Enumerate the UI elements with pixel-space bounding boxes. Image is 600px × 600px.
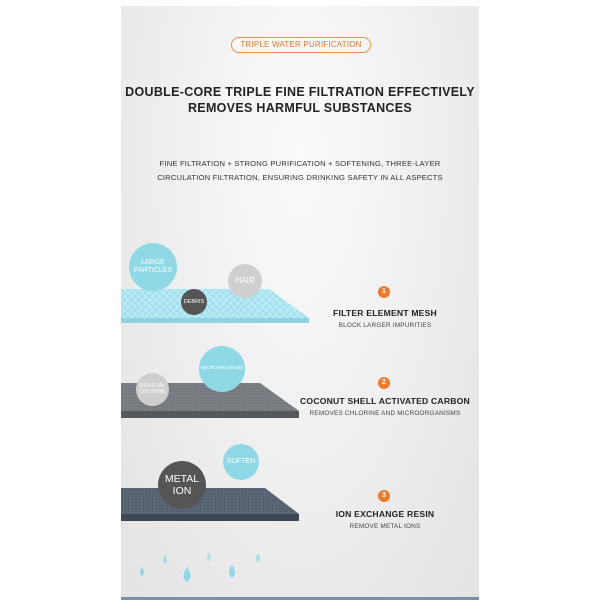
water-drops [140,552,260,582]
water-drop-icon [207,552,211,561]
step-2-description: REMOVES CHLORINE AND MICROORGANISMS [309,410,461,417]
bubble-large-particles: LARGE PARTICLES [129,243,177,291]
water-drop-icon [229,565,235,578]
filter-mesh-layer [121,289,309,323]
headline-line-1: DOUBLE-CORE TRIPLE FINE FILTRATION EFFECTIVELY [125,85,475,99]
bubble-residual-chlorine: RESIDUAL CHLORINE [136,373,169,406]
water-drop-icon [184,567,191,582]
bubble-microorganism: MICROORGANISM [199,346,245,392]
step-1-description: BLOCK LARGER IMPURITIES [338,322,432,329]
bubble-metal-ion: METAL ION [158,461,206,509]
section-badge: TRIPLE WATER PURIFICATION [231,37,371,53]
step-1-number-badge: 1 [378,286,390,298]
bubble-debris: DEBRIS [181,289,207,315]
headline-line-2: REMOVES HARMFUL SUBSTANCES [187,101,413,115]
step-3-title: ION EXCHANGE RESIN [335,509,435,519]
water-drop-icon [256,553,260,562]
product-infographic-panel [121,6,479,598]
subtitle-line-1: FINE FILTRATION + STRONG PURIFICATION + SOFTENING, THREE-LAYER [159,159,441,168]
subtitle-line-2: CIRCULATION FILTRATION, ENSURING DRINKING SAFETY IN ALL ASPECTS [157,173,443,182]
step-3-description: REMOVE METAL IONS [349,523,421,530]
step-3-number-badge: 3 [378,490,390,502]
ion-exchange-resin-layer [121,488,299,521]
bubble-hair: HAIR [228,264,262,298]
step-1-title: FILTER ELEMENT MESH [333,308,437,318]
bubble-soften: SOFTEN [223,444,259,480]
step-2-title: COCONUT SHELL ACTIVATED CARBON [300,396,470,406]
water-drop-icon [163,554,167,564]
water-drop-icon [140,567,144,576]
step-2-number-badge: 2 [378,377,390,389]
